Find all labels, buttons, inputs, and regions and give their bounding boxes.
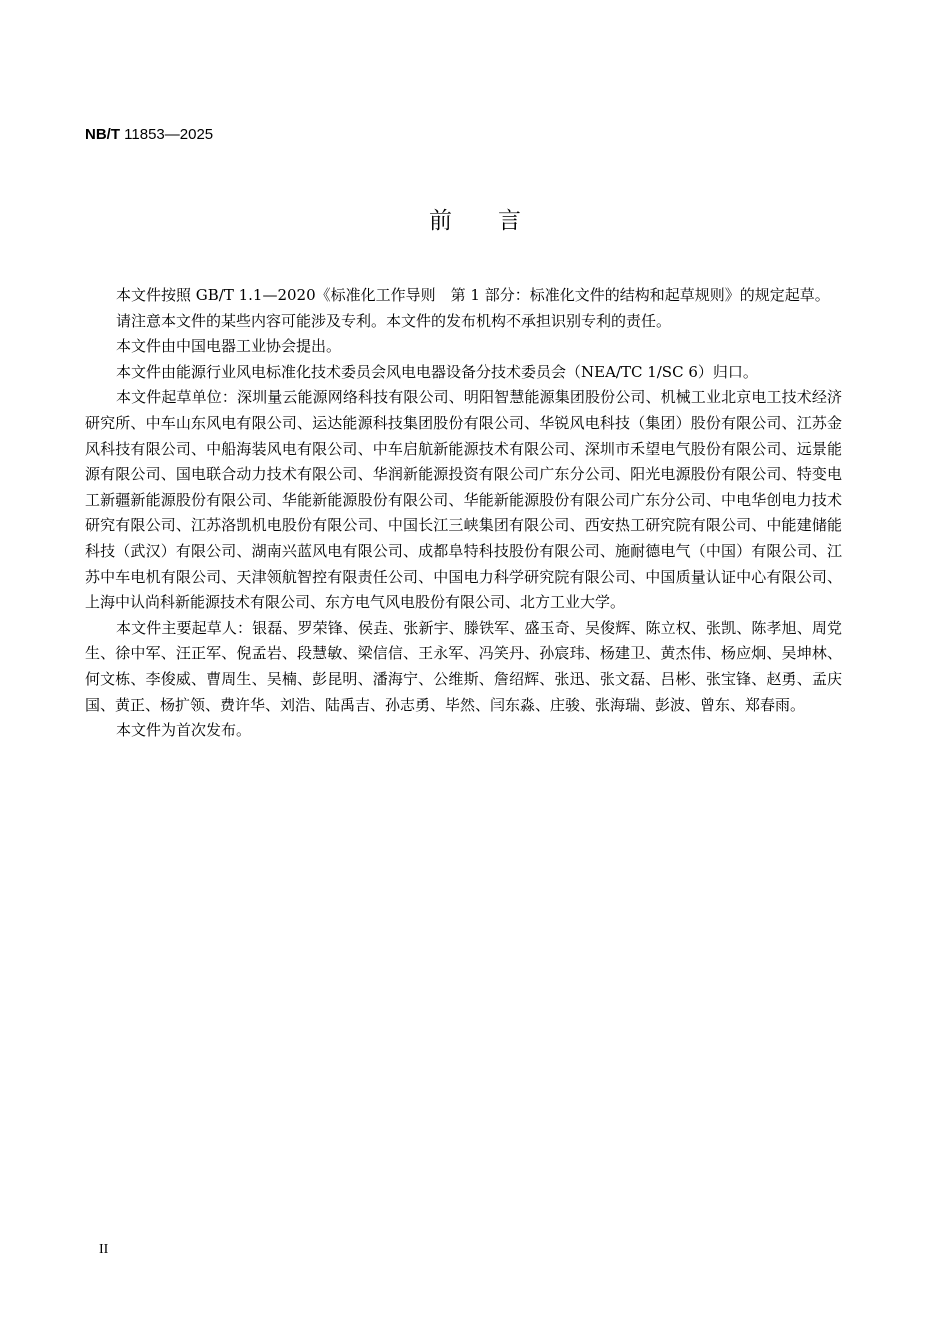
page-title: 前言: [429, 208, 567, 234]
standard-number: 11853—2025: [124, 126, 214, 143]
page-number: II: [99, 1242, 109, 1257]
paragraph-proposer: 本文件由中国电器工业协会提出。: [116, 337, 342, 356]
foreword-body: [85, 283, 842, 744]
standard-code: [85, 125, 213, 145]
paragraph-patent-notice: 请注意本文件的某些内容可能涉及专利。本文件的发布机构不承担识别专利的责任。: [116, 311, 672, 330]
paragraph-drafting-rules: 本文件按照 GB/T 1.1—2020《标准化工作导则 第 1 部分：标准化文件的结构和起草规则》的规定起草。: [116, 286, 830, 304]
paragraph-first-release: 本文件为首次发布。: [116, 721, 252, 740]
standard-prefix: NB/T: [85, 126, 120, 143]
paragraph-drafters: 本文件主要起草人：银磊、罗荣锋、侯垚、张新宇、滕铁军、盛玉奇、吴俊辉、陈立权、张凯、陈孝旭、周党生、徐中军、汪正军、倪孟岩、段慧敏、梁信信、王永军、冯笑丹、孙宸玮、杨建卫、黄杰伟、杨应炯、吴坤林、何文栋、李俊威、曹周生、吴楠、彭昆明、潘海宁、公维斯、詹绍辉、张迅、张文磊、吕彬、张宝锋、赵勇、孟庆国、黄正、杨扩领、费许华、刘浩、陆禹吉、孙志勇、毕然、闫东淼、庄骏、张海瑞、彭波、曾东、郑春雨。: [85, 618, 842, 714]
paragraph-technical-committee: 本文件由能源行业风电标准化技术委员会风电电器设备分技术委员会（NEA/TC 1/SC 6）归口。: [116, 362, 758, 381]
paragraph-drafting-units: 本文件起草单位：深圳量云能源网络科技有限公司、明阳智慧能源集团股份公司、机械工业北京电工技术经济研究所、中车山东风电有限公司、运达能源科技集团股份有限公司、华锐风电科技（集团）股份有限公司、江苏金风科技有限公司、中船海装风电有限公司、中车启航新能源技术有限公司、深圳市禾望电气股份有限公司、远景能源有限公司、国电联合动力技术有限公司、华润新能源投资有限公司广东分公司、阳光电源股份有限公司、特变电工新疆新能源股份有限公司、华能新能源股份有限公司、华能新能源股份有限公司广东分公司、中电华创电力技术研究有限公司、江苏洛凯机电股份有限公司、中国长江三峡集团有限公司、西安热工研究院有限公司、中能建储能科技（武汉）有限公司、湖南兴蓝风电有限公司、成都阜特科技股份有限公司、施耐德电气（中国）有限公司、江苏中车电机有限公司、天津领航智控有限责任公司、中国电力科学研究院有限公司、中国质量认证中心有限公司、上海中认尚科新能源技术有限公司、东方电气风电股份有限公司、北方工业大学。: [85, 388, 842, 612]
